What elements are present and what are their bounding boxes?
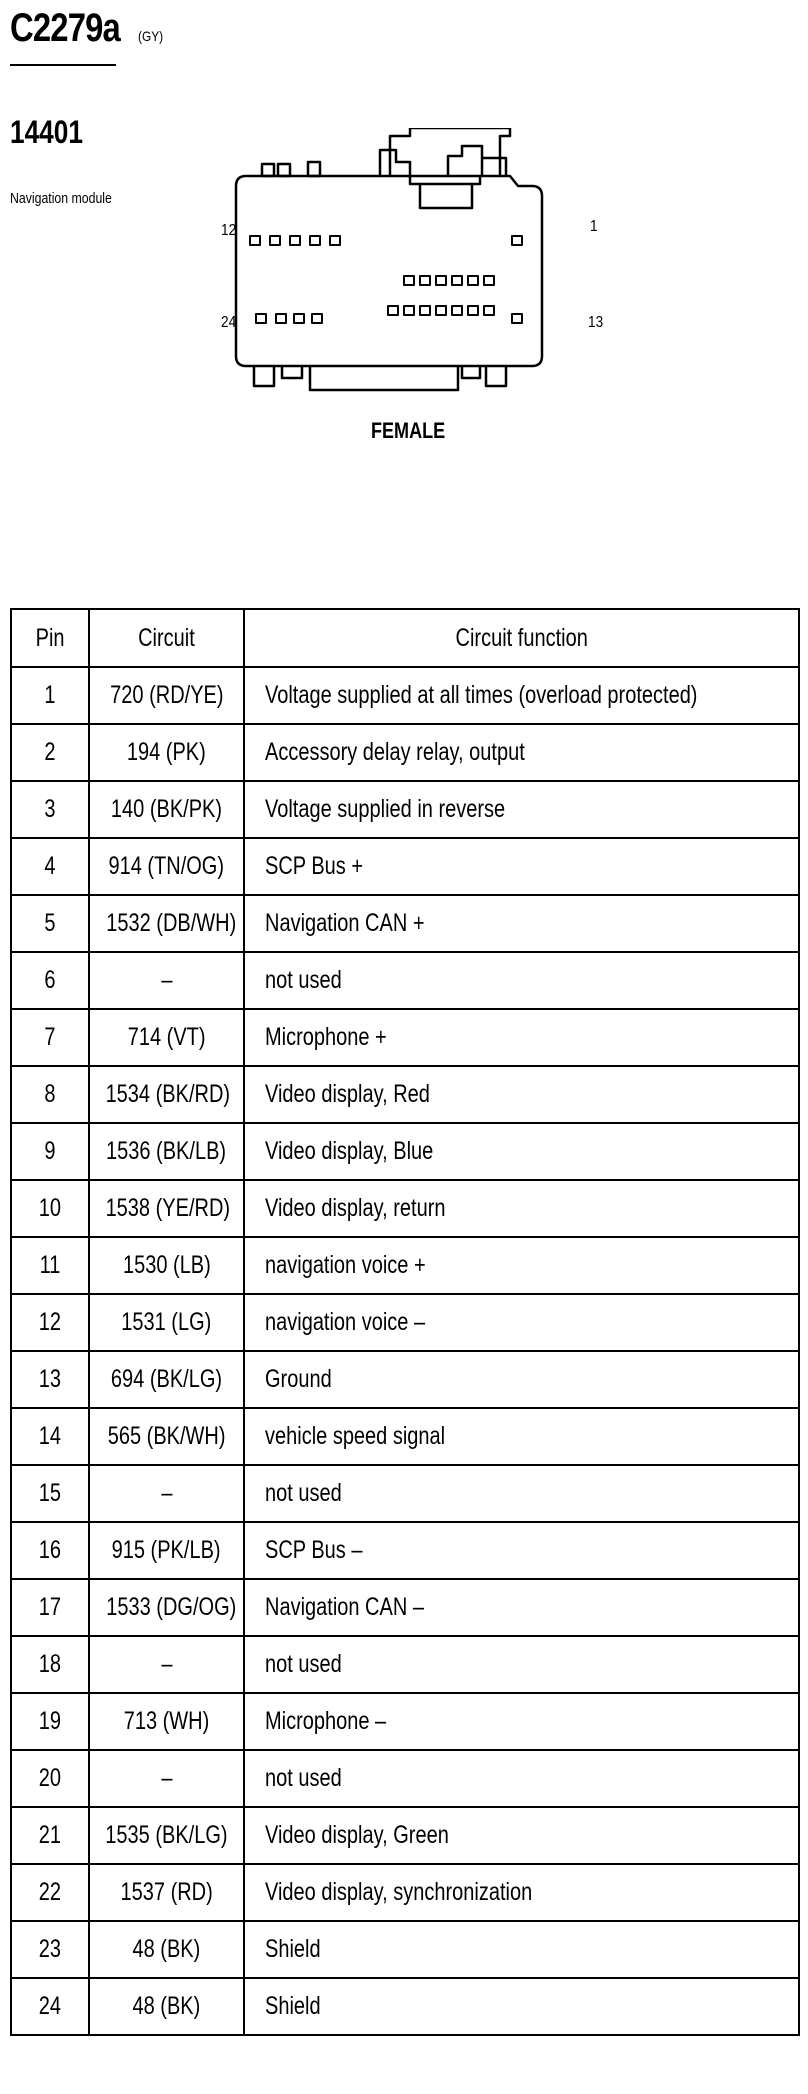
- circuit-function-cell: Video display, return: [244, 1180, 799, 1237]
- connector-gender: FEMALE: [371, 418, 446, 443]
- pin-cell: 14: [11, 1408, 89, 1465]
- table-row: [11, 1123, 799, 1180]
- table-row: [11, 1066, 799, 1123]
- circuit-cell: 48 (BK): [89, 1921, 244, 1978]
- table-header-row: [11, 609, 799, 667]
- pin-cavities: [250, 236, 522, 323]
- pin-cell: 1: [11, 667, 89, 724]
- pin-cell: 6: [11, 952, 89, 1009]
- circuit-function-cell: Navigation CAN –: [244, 1579, 799, 1636]
- header-circuit: Circuit: [89, 609, 244, 667]
- pin-cell: 23: [11, 1921, 89, 1978]
- part-number: 14401: [10, 114, 83, 150]
- pin-cell: 16: [11, 1522, 89, 1579]
- table-row: [11, 1237, 799, 1294]
- pin-cell: 15: [11, 1465, 89, 1522]
- pin-cell: 8: [11, 1066, 89, 1123]
- circuit-cell: 1535 (BK/LG): [89, 1807, 244, 1864]
- circuit-function-cell: Voltage supplied in reverse: [244, 781, 799, 838]
- circuit-function-cell: SCP Bus +: [244, 838, 799, 895]
- pin-cell: 13: [11, 1351, 89, 1408]
- circuit-cell: 48 (BK): [89, 1978, 244, 2035]
- table-row: [11, 895, 799, 952]
- connector-housing: [236, 176, 542, 366]
- pin-cell: 20: [11, 1750, 89, 1807]
- pin-cell: 4: [11, 838, 89, 895]
- circuit-function-cell: navigation voice +: [244, 1237, 799, 1294]
- pin-cell: 21: [11, 1807, 89, 1864]
- pin-cell: 9: [11, 1123, 89, 1180]
- circuit-function-cell: Video display, Green: [244, 1807, 799, 1864]
- table-row: [11, 1180, 799, 1237]
- circuit-cell: 1533 (DG/OG): [89, 1579, 244, 1636]
- circuit-cell: 714 (VT): [89, 1009, 244, 1066]
- circuit-function-cell: Microphone –: [244, 1693, 799, 1750]
- circuit-cell: 194 (PK): [89, 724, 244, 781]
- circuit-cell: 565 (BK/WH): [89, 1408, 244, 1465]
- table-row: [11, 1636, 799, 1693]
- pinout-table: [10, 608, 800, 2036]
- table-row: [11, 1750, 799, 1807]
- table-row: [11, 1864, 799, 1921]
- table-row: [11, 781, 799, 838]
- table-row: [11, 1693, 799, 1750]
- pin-cell: 3: [11, 781, 89, 838]
- title-underline: [10, 64, 116, 66]
- circuit-function-cell: Voltage supplied at all times (overload protected): [244, 667, 799, 724]
- pin-cell: 5: [11, 895, 89, 952]
- circuit-function-cell: Video display, Blue: [244, 1123, 799, 1180]
- pin-cell: 19: [11, 1693, 89, 1750]
- circuit-function-cell: not used: [244, 1750, 799, 1807]
- pin-cell: 11: [11, 1237, 89, 1294]
- connector-latch: [380, 128, 510, 208]
- table-row: [11, 1807, 799, 1864]
- table-row: [11, 724, 799, 781]
- header-pin: Pin: [11, 609, 89, 667]
- pin-callout-13: 13: [588, 314, 604, 331]
- circuit-cell: 1530 (LB): [89, 1237, 244, 1294]
- table-row: [11, 1009, 799, 1066]
- circuit-function-cell: SCP Bus –: [244, 1522, 799, 1579]
- connector-face-diagram: [210, 128, 610, 398]
- table-row: [11, 1522, 799, 1579]
- circuit-function-cell: vehicle speed signal: [244, 1408, 799, 1465]
- pin-callout-1: 1: [590, 218, 598, 235]
- table-row: [11, 1579, 799, 1636]
- module-name: Navigation module: [10, 190, 112, 207]
- circuit-function-cell: not used: [244, 952, 799, 1009]
- table-row: [11, 1465, 799, 1522]
- pin-cell: 7: [11, 1009, 89, 1066]
- connector-id: C2279a: [10, 6, 120, 50]
- circuit-function-cell: Video display, Red: [244, 1066, 799, 1123]
- table-row: [11, 1978, 799, 2035]
- circuit-cell: 1538 (YE/RD): [89, 1180, 244, 1237]
- pin-callout-24: 24: [221, 314, 237, 331]
- table-row: [11, 838, 799, 895]
- circuit-function-cell: not used: [244, 1465, 799, 1522]
- circuit-cell: 1534 (BK/RD): [89, 1066, 244, 1123]
- pin-cell: 22: [11, 1864, 89, 1921]
- circuit-function-cell: navigation voice –: [244, 1294, 799, 1351]
- circuit-cell: 914 (TN/OG): [89, 838, 244, 895]
- circuit-cell: 713 (WH): [89, 1693, 244, 1750]
- connector-feet: [254, 366, 506, 390]
- circuit-function-cell: not used: [244, 1636, 799, 1693]
- circuit-function-cell: Microphone +: [244, 1009, 799, 1066]
- table-row: [11, 1294, 799, 1351]
- table-row: [11, 1921, 799, 1978]
- circuit-function-cell: Video display, synchronization: [244, 1864, 799, 1921]
- connector-keys: [262, 162, 320, 176]
- pin-cell: 10: [11, 1180, 89, 1237]
- table-row: [11, 667, 799, 724]
- circuit-function-cell: Shield: [244, 1978, 799, 2035]
- circuit-function-cell: Accessory delay relay, output: [244, 724, 799, 781]
- pin-callout-12: 12: [221, 222, 237, 239]
- circuit-function-cell: Shield: [244, 1921, 799, 1978]
- circuit-cell: –: [89, 952, 244, 1009]
- connector-color-code: (GY): [138, 28, 164, 44]
- circuit-cell: 720 (RD/YE): [89, 667, 244, 724]
- circuit-cell: 1536 (BK/LB): [89, 1123, 244, 1180]
- pin-cell: 17: [11, 1579, 89, 1636]
- pin-cell: 18: [11, 1636, 89, 1693]
- circuit-cell: 1537 (RD): [89, 1864, 244, 1921]
- circuit-cell: 1531 (LG): [89, 1294, 244, 1351]
- circuit-cell: –: [89, 1465, 244, 1522]
- circuit-cell: 1532 (DB/WH): [89, 895, 244, 952]
- circuit-cell: –: [89, 1750, 244, 1807]
- pin-cell: 2: [11, 724, 89, 781]
- circuit-cell: –: [89, 1636, 244, 1693]
- header-circuit-function: Circuit function: [244, 609, 799, 667]
- circuit-function-cell: Ground: [244, 1351, 799, 1408]
- circuit-function-cell: Navigation CAN +: [244, 895, 799, 952]
- pin-cell: 24: [11, 1978, 89, 2035]
- circuit-cell: 140 (BK/PK): [89, 781, 244, 838]
- table-row: [11, 1408, 799, 1465]
- table-row: [11, 1351, 799, 1408]
- table-row: [11, 952, 799, 1009]
- circuit-cell: 915 (PK/LB): [89, 1522, 244, 1579]
- circuit-cell: 694 (BK/LG): [89, 1351, 244, 1408]
- pin-cell: 12: [11, 1294, 89, 1351]
